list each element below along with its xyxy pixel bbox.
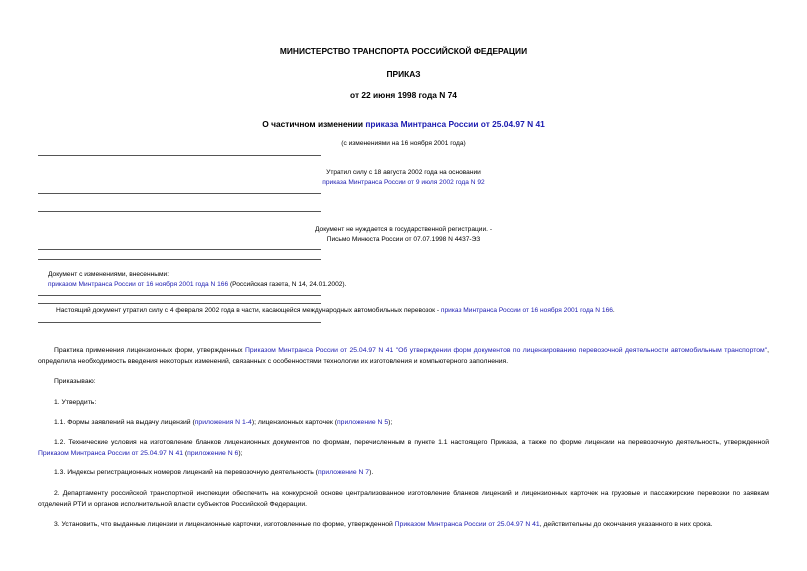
p5-link-1[interactable]: Приказом Минтранса России от 25.04.97 N 41 xyxy=(38,449,184,457)
p8-text-b: , действительны до окончания указанного в них срока. xyxy=(539,521,713,528)
title-link[interactable]: приказа Минтранса России от 25.04.97 N 41 xyxy=(365,119,545,129)
divider xyxy=(38,322,321,323)
p1-text-b: , определила необходимость введения некоторых изменений, связанных с особенностями технологии их изготовления и компьютерного заполнения. xyxy=(38,347,769,365)
p6-text-a: 1.3. Индексы регистрационных номеров лицензий на перевозочную деятельность ( xyxy=(54,469,318,476)
p4-text-a: 1.1. Формы заявлений на выдачу лицензий ( xyxy=(54,419,195,426)
p4-text-c: ); xyxy=(388,419,393,426)
amendments-source xyxy=(48,280,346,290)
amendments-link[interactable]: приказом Минтранса России от 16 ноября 2001 года N 166 xyxy=(48,281,229,288)
ministry-of-justice-letter: Письмо Минюста России от 07.07.1998 N 4437-ЭЗ xyxy=(326,236,481,243)
p5-text-c: ); xyxy=(238,449,243,457)
amendments-intro: Документ с изменениями, внесенными: xyxy=(48,271,170,278)
p4-text-b: ); лицензионных карточек ( xyxy=(251,419,337,426)
paragraph-approve xyxy=(38,398,769,409)
divider xyxy=(38,259,321,260)
p8-text-a: 3. Установить, что выданные лицензии и лицензионные карточки, изготовленные по форме, утвержденной xyxy=(54,521,395,528)
divider xyxy=(38,303,321,304)
amendments-source-text: (Российская газета, N 14, 24.01.2002). xyxy=(228,281,347,288)
paragraph-practice xyxy=(38,346,769,367)
p6-link[interactable]: приложение N 7 xyxy=(317,469,370,476)
p1-link[interactable]: Приказом Минтранса России от 25.04.97 N 41 "Об утверждении форм документов по лицензированию перевозочной деятельности автомобильным транспортом" xyxy=(244,347,768,354)
document-title xyxy=(0,119,807,129)
paragraph-order xyxy=(38,377,769,388)
p5-text-b: ( xyxy=(183,449,188,457)
p6-text-b: ). xyxy=(369,469,374,476)
paragraph-1-1 xyxy=(38,418,769,429)
partial-loss-end: . xyxy=(612,307,615,314)
divider xyxy=(38,193,321,194)
p3-text: 1. Утвердить: xyxy=(54,399,97,406)
p7-text: 2. Департаменту российской транспортной инспекции обеспечить на конкурсной основе централизованное изготовление бланков лицензий и лицензионных карточек на грузовые и пассажирские перевозки по заявкам отделений РТИ и органов исполнительной власти субъектов Российской Федерации. xyxy=(38,490,769,508)
divider xyxy=(38,211,321,212)
p8-link[interactable]: Приказом Минтранса России от 25.04.97 N 41 xyxy=(394,521,540,528)
ministry-heading: МИНИСТЕРСТВО ТРАНСПОРТА РОССИЙСКОЙ ФЕДЕРАЦИИ xyxy=(279,46,528,56)
lost-force-link-text[interactable]: приказа Минтранса России от 9 июля 2002 года N 92 xyxy=(322,179,485,186)
document-date-number: от 22 июня 1998 года N 74 xyxy=(350,90,457,100)
partial-loss-note xyxy=(56,306,615,316)
divider xyxy=(38,295,321,296)
p5-link-2[interactable]: приложение N 6 xyxy=(187,449,239,457)
title-prefix: О частичном изменении xyxy=(262,119,366,129)
registration-note: Документ не нуждается в государственной регистрации. - xyxy=(314,226,493,233)
paragraph-2 xyxy=(38,489,769,510)
lost-force-link xyxy=(0,178,807,188)
amended-note: (с изменениями на 16 ноября 2001 года) xyxy=(341,140,466,147)
document-type: ПРИКАЗ xyxy=(386,69,421,79)
paragraph-1-2 xyxy=(38,438,769,459)
p5-text-a: 1.2. Технические условия на изготовление бланков лицензионных документов по формам, перечисленным в пункте 1.1 настоящего Приказа, а также по форме лицензии на перевозочную деятельность, утвержденной xyxy=(54,439,769,446)
p4-link-2[interactable]: приложение N 5 xyxy=(337,419,389,426)
lost-force-text: Утратил силу с 18 августа 2002 года на основании xyxy=(326,169,481,176)
paragraph-3 xyxy=(38,520,769,531)
paragraph-1-3 xyxy=(38,468,769,479)
partial-loss-text: Настоящий документ утратил силу с 4 февраля 2002 года в части, касающейся международных автомобильных перевозок - xyxy=(56,307,441,314)
p2-text: Приказываю: xyxy=(54,378,96,385)
divider xyxy=(38,249,321,250)
p1-text-a: Практика применения лицензионных форм, утвержденных xyxy=(54,347,245,354)
p4-link-1[interactable]: приложения N 1-4 xyxy=(194,419,252,426)
partial-loss-link[interactable]: приказ Минтранса России от 16 ноября 2001 года N 166 xyxy=(440,307,613,314)
divider xyxy=(38,155,321,156)
